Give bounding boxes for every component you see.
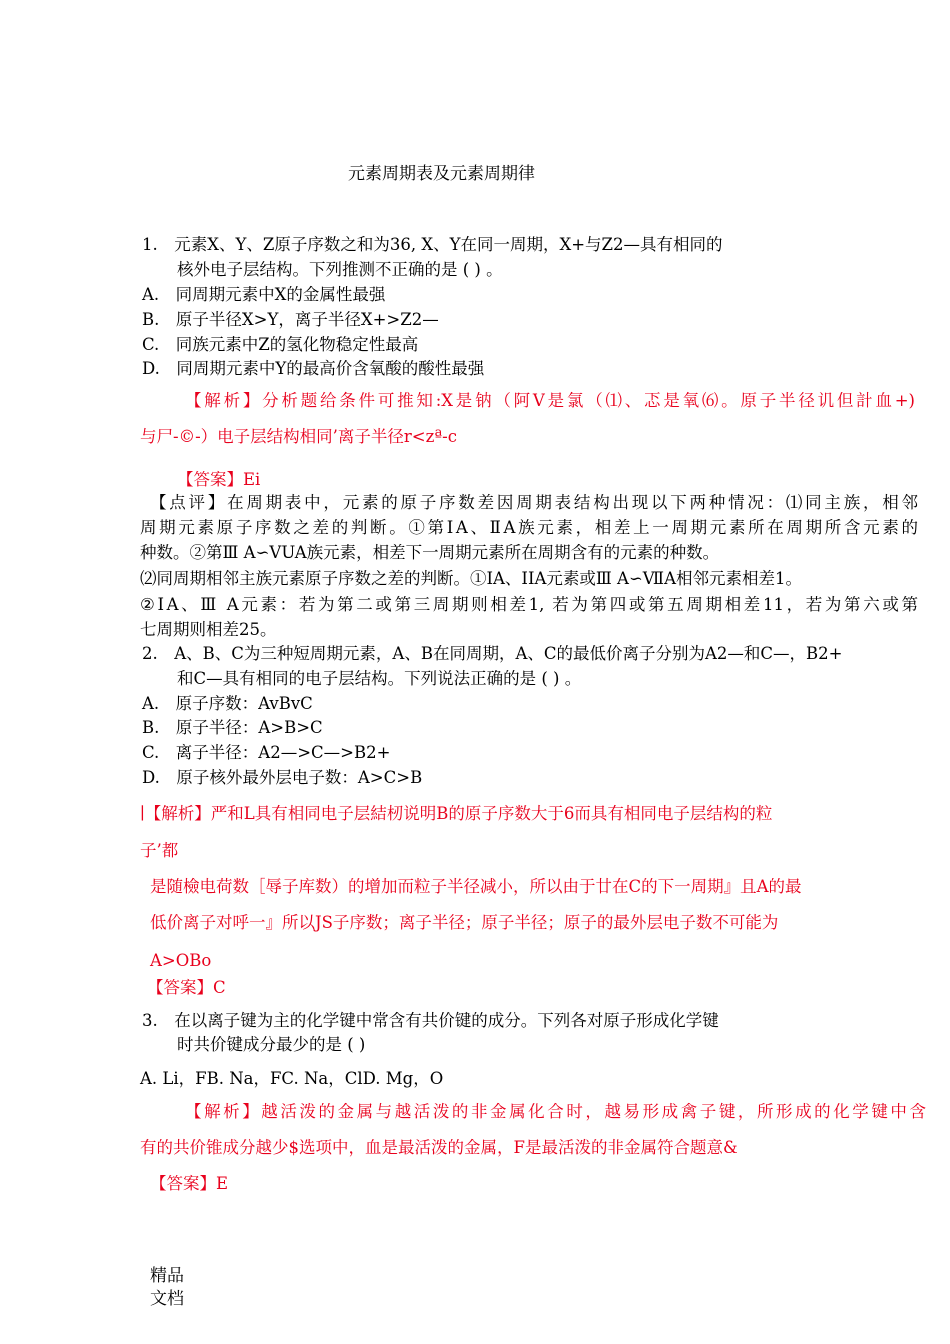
- q2-option-a: A. 原子序数：AvBvC: [142, 694, 313, 713]
- page-title: 元素周期表及元素周期律: [348, 164, 535, 184]
- q1-review-line6: 七周期则相差25。: [140, 620, 277, 639]
- footer-line1: 精品: [150, 1266, 184, 1286]
- q1-option-b: B. 原子半径X>Y，离子半径X+>Z2—: [142, 310, 439, 329]
- q2-option-b: B. 原子半径：A>B>C: [142, 718, 323, 737]
- q2-analysis-line2: 子’都: [140, 841, 179, 860]
- q1-option-d: D. 同周期元素中Y的最高价含氧酸的酸性最强: [142, 359, 485, 378]
- q1-option-c: C. 同族元素中Z的氢化物稳定性最高: [142, 335, 419, 354]
- q2-analysis-line1: ∣【解析】严和L具有相同电子层結杒说明B的原子序数大于6而具有相同电子层结构的粒: [140, 804, 773, 823]
- q3-options: A. Li，FB. Na，FC. Na，ClD. Mg，O: [140, 1069, 444, 1088]
- q2-option-d: D. 原子核外最外层电子数：A>C>B: [142, 768, 423, 787]
- q1-stem-line1: 1. 元素X、Y、Z原子序数之和为36, X、Y在同一周期，X+与Z2—具有相同的: [142, 235, 723, 254]
- q2-stem-line2: 和C—具有相同的电子层结构。下列说法正确的是 ( ) 。: [177, 669, 582, 688]
- q1-stem-line2: 核外电子层结构。下列推测不正确的是 ( ) 。: [177, 260, 503, 279]
- q1-analysis-line1: 【解析】分析题给条件可推知:X是钠（阿V是氯（⑴、忑是氧⑹。原子半径讥但計血+): [185, 391, 915, 410]
- q1-option-a: A. 同周期元素中X的金属性最强: [142, 285, 386, 304]
- q2-option-c: C. 离子半径：A2—>C—>B2+: [142, 743, 391, 762]
- footer-line2: 文档: [150, 1289, 184, 1309]
- q1-analysis-line2: 与尸-©-）电子层结构相同’离子半径r<zª-c: [140, 427, 457, 446]
- q1-review-line3: 种数。②第Ⅲ A∽VUA族元素，相差下一周期元素所在周期含有的元素的种数。: [140, 543, 720, 562]
- q3-stem-line1: 3. 在以离子键为主的化学键中常含有共价键的成分。下列各对原子形成化学键: [142, 1011, 719, 1030]
- q3-answer: 【答案】E: [150, 1174, 229, 1193]
- q2-analysis-line3: 是随檢电荷数［辱子库数）的增加而粒子半径减小，所以由于廿在C的下一周期』且A的最: [150, 877, 802, 896]
- q2-stem-line1: 2. A、B、C为三种短周期元素，A、B在同周期，A、C的最低价离子分别为A2—和C—，B2+: [142, 644, 843, 663]
- q1-review-line2: 周期元素原子序数之差的判断。①第ⅠA、ⅡA族元素，相差上一周期元素所在周期所含元素的: [140, 518, 918, 537]
- q3-analysis-line1: 【解析】越活泼的金属与越活泼的非金属化合时，越易形成禽子键，所形成的化学键中含: [185, 1102, 926, 1121]
- q2-answer: 【答案】C: [147, 978, 226, 997]
- q3-stem-line2: 时共价键成分最少的是 ( ): [177, 1035, 366, 1054]
- q1-review-line4: ⑵同周期相邻主族元素原子序数之差的判断。①ⅠA、IIA元素或Ⅲ A∽ⅦA相邻元素相差1。: [140, 569, 802, 588]
- q1-review-line1: 【点评】在周期表中，元素的原子序数差因周期表结构出现以下两种情况：⑴同主族，相邻: [150, 493, 918, 512]
- q2-analysis-line5: A>OBo: [150, 951, 212, 970]
- q1-review-line5: ②ⅠA、Ⅲ A元素：若为第二或第三周期则相差1, 若为第四或第五周期相差11，若为第六或第: [140, 595, 918, 614]
- q1-answer: 【答案】Ei: [177, 470, 261, 489]
- q3-analysis-line2: 有的共价锥成分越少$选项中，血是最活泼的金属，F是最活泼的非金属符合题意&: [140, 1138, 738, 1157]
- q2-analysis-line4: 低价离子对呼一』所以JS子序数；离子半径；原子半径；原子的最外层电子数不可能为: [150, 913, 779, 932]
